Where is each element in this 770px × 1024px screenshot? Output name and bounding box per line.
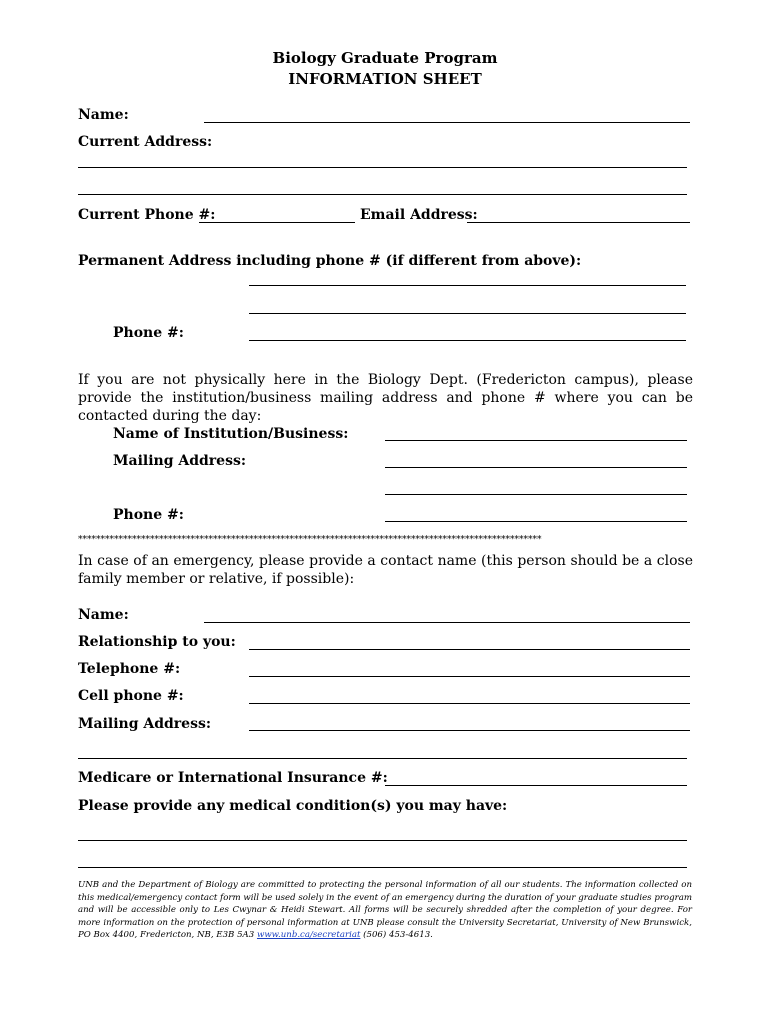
relationship-label: Relationship to you: [78, 634, 236, 650]
emergency-name-field[interactable] [204, 622, 690, 623]
email-label: Email Address: [360, 207, 478, 223]
form-subtitle: INFORMATION SHEET [288, 70, 482, 88]
medical-conditions-label: Please provide any medical condition(s) you may have: [78, 798, 508, 814]
current-phone-label: Current Phone #: [78, 207, 216, 223]
permanent-address-label: Permanent Address including phone # (if different from above): [78, 253, 582, 269]
medical-conditions-line-2[interactable] [78, 867, 687, 868]
permanent-phone-label: Phone #: [113, 325, 184, 341]
cell-phone-label: Cell phone #: [78, 688, 184, 704]
email-field[interactable] [467, 222, 690, 223]
privacy-notice-text: UNB and the Department of Biology are committed to protecting the personal information of all our students. The information collected on this medical/emergency contact form will be used solely in the event of an emergency during the duration of your graduate studies program and will be accessible only to Les Cwynar & Heidi Stewart. All forms will be securely shredded after the completion of your degree. For more information on the protection of personal information at UNB please consult the University Secretariat, University of New Brunswick, PO Box 4400, Fredericton, NB, E3B 5A3 [78, 880, 692, 940]
telephone-field[interactable] [249, 676, 690, 677]
institution-name-label: Name of Institution/Business: [113, 426, 349, 442]
relationship-field[interactable] [249, 649, 690, 650]
telephone-label: Telephone #: [78, 661, 181, 677]
emergency-name-label: Name: [78, 607, 129, 623]
institution-mailing-line-1[interactable] [385, 467, 687, 468]
emergency-mailing-line-2[interactable] [78, 758, 687, 759]
institution-intro: If you are not physically here in the Biology Dept. (Fredericton campus), please provide the institution/business mailing address and phone # where you can be contacted during the day: [78, 372, 693, 424]
current-address-line-1[interactable] [78, 167, 687, 168]
permanent-phone-field[interactable] [249, 340, 686, 341]
current-address-line-2[interactable] [78, 194, 687, 195]
form-title: Biology Graduate Program [272, 49, 498, 67]
secretariat-link[interactable]: www.unb.ca/secretariat [256, 930, 361, 940]
permanent-address-line-2[interactable] [249, 313, 686, 314]
name-field[interactable] [204, 122, 690, 123]
institution-name-field[interactable] [385, 440, 687, 441]
permanent-address-line-1[interactable] [249, 285, 686, 286]
section-separator: ******************************************************************************************************* [78, 535, 542, 545]
institution-phone-label: Phone #: [113, 507, 184, 523]
insurance-field[interactable] [385, 785, 687, 786]
institution-phone-field[interactable] [385, 521, 687, 522]
institution-mailing-label: Mailing Address: [113, 453, 247, 469]
cell-phone-field[interactable] [249, 703, 690, 704]
current-phone-field[interactable] [199, 222, 355, 223]
institution-mailing-line-2[interactable] [385, 494, 687, 495]
emergency-mailing-line-1[interactable] [249, 730, 690, 731]
current-address-label: Current Address: [78, 134, 213, 150]
emergency-intro: In case of an emergency, please provide a contact name (this person should be a close family member or relative, if possible): [78, 553, 693, 587]
secretariat-phone: (506) 453-4613. [363, 930, 433, 940]
name-label: Name: [78, 107, 129, 123]
medical-conditions-line-1[interactable] [78, 840, 687, 841]
emergency-mailing-label: Mailing Address: [78, 716, 212, 732]
insurance-label: Medicare or International Insurance #: [78, 770, 388, 786]
privacy-notice [78, 879, 692, 942]
